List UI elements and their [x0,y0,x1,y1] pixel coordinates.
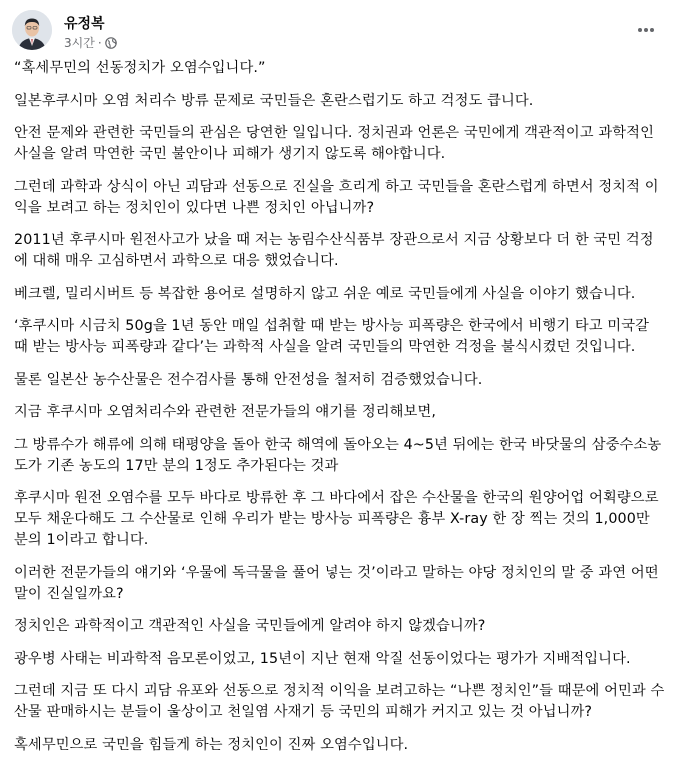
paragraph: 물론 일본산 농수산물은 전수검사를 통해 안전성을 철저히 검증했었습니다. [14,371,483,388]
more-horizontal-icon [637,27,655,33]
post-content [14,58,666,767]
paragraph: 그런데 지금 또 다시 괴담 유포와 선동으로 정치적 이익을 보려고하는 “나쁜 정치인”들 때문에 어민과 수산물 판매하시는 분들이 울상이고 천일염 사재기 등 국민의 피해가 커지고 있는 것 아닙니까? [14,683,665,720]
profile-photo [12,10,52,50]
post-meta [64,34,117,51]
paragraph: 후쿠시마 원전 오염수를 모두 바다로 방류한 후 그 바다에서 잡은 수산물을 한국의 원양어업 어획량으로 모두 채운다해도 그 수산물로 인해 우리가 받는 방사능 피폭량은 흉부 X-ray 한 장 찍는 것의 1,000만 분의 1이라고 합니다. [14,490,659,548]
globe-icon [105,37,117,49]
paragraph: 그런데 과학과 상식이 아닌 괴담과 선동으로 진실을 흐리게 하고 국민들을 혼란스럽게 하면서 정치적 이익을 보려고 하는 정치인이 있다면 나쁜 정치인 아닙니까? [14,178,659,216]
post-header [12,10,666,54]
paragraph: 혹세무민으로 국민을 힘들게 하는 정치인이 진짜 오염수입니다. [14,736,409,753]
paragraph: “혹세무민의 선동정치가 오염수입니다.” [14,60,266,76]
meta-separator: · [97,35,102,50]
post-time[interactable]: 3시간 [64,36,95,50]
paragraph: 2011년 후쿠시마 원전사고가 났을 때 저는 농림수산식품부 장관으로서 지금 상황보다 더 한 국민 걱정에 대해 매우 고심하면서 과학으로 대응 했었습니다. [14,232,654,269]
avatar[interactable] [12,10,52,50]
paragraph: 안전 문제와 관련한 국민들의 관심은 당연한 일입니다. 정치권과 언론은 국민에게 객관적이고 과학적인 사실을 알려 막연한 국민 불안이나 피해가 생기지 않도록 해야합니다. [14,125,654,162]
paragraph: 정치인은 과학적이고 객관적인 사실을 국민들에게 알려야 하지 않겠습니까? [14,618,486,634]
paragraph: 일본후쿠시마 오염 처리수 방류 문제로 국민들은 혼란스럽기도 하고 걱정도 큽니다. [14,92,534,109]
paragraph: 베크렐, 밀리시버트 등 복잡한 용어로 설명하지 않고 쉬운 예로 국민들에게 사실을 이야기 했습니다. [14,285,636,302]
paragraph: ‘후쿠시마 시금치 50g을 1년 동안 매일 섭취할 때 받는 방사능 피폭량은 한국에서 비행기 타고 미국갈 때 받는 방사능 피폭량과 같다’는 과학적 사실을 알려 국민들의 막연한 걱정을 불식시켰던 것입니다. [14,318,650,355]
author-name[interactable]: 유정복 [64,16,105,32]
paragraph: 지금 후쿠시마 오염처리수와 관련한 전문가들의 얘기를 정리해보면, [14,404,437,420]
paragraph: 이러한 전문가들의 얘기와 ‘우물에 독극물을 풀어 넣는 것’이라고 말하는 야당 정치인의 말 중 과연 어떤 말이 진실일까요? [14,564,659,602]
paragraph: 광우병 사태는 비과학적 음모론이었고, 15년이 지난 현재 악질 선동이었다는 평가가 지배적입니다. [14,650,631,667]
paragraph: 그 방류수가 해류에 의해 태평양을 돌아 한국 해역에 돌아오는 4~5년 뒤에는 한국 바닷물의 삼중수소농도가 기존 농도의 17만 분의 1정도 추가된다는 것과 [14,436,662,474]
more-options-button[interactable] [632,16,660,44]
